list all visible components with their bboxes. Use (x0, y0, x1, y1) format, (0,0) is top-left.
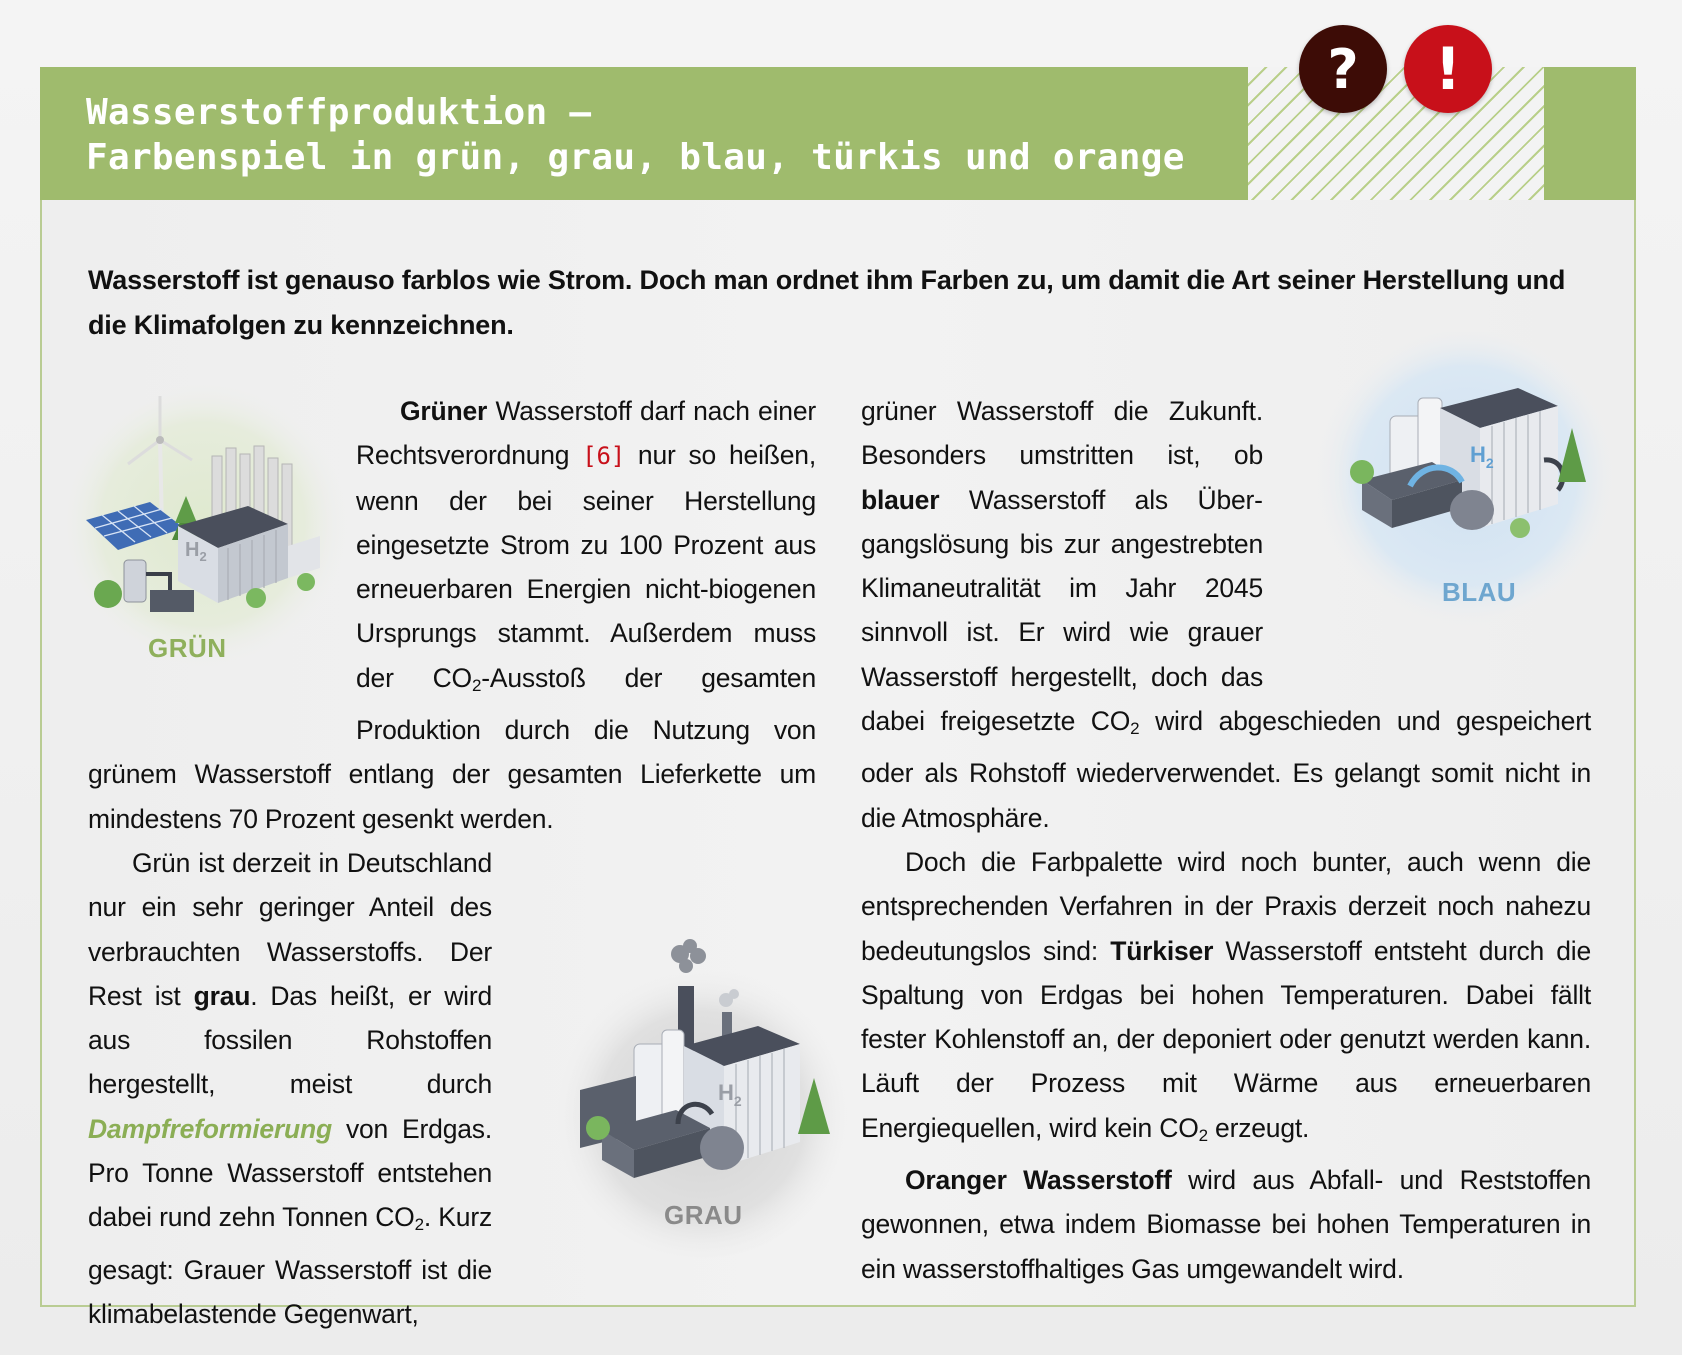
paragraph-turquoise: Doch die Farbpalette wird noch bunter, auch wenn die entsprechenden Verfahren in der Praxis derzeit noch nahezu bedeutungslos sind: Türkiser Wasserstoff entsteht durch die Spaltung von Erdgas bei hohen Temperaturen. Dabei fällt fester Kohlenstoff an, der deponiert oder genutzt werden kann. Läuft der Prozess mit Wärme aus erneuerbaren Energiequellen, wird kein $CO_2$ erzeugt. (861, 846, 1592, 1145)
h2-label: H (1470, 442, 1486, 467)
green-illustration-spacer (86, 389, 356, 729)
svg-text:H2: $H_2$ (1470, 442, 1494, 471)
term-dampfreformierung[interactable]: Dampfreformierung (88, 1113, 332, 1144)
title-line-2: Farbenspiel in grün, grau, blau, türkis und orange (86, 137, 1185, 178)
h2-label: H (185, 539, 200, 561)
svg-text:H2: $H_2$ (185, 539, 207, 564)
left-column (88, 389, 816, 1336)
grey-illustration-spacer (516, 929, 816, 1259)
right-column (861, 389, 1591, 1291)
paragraph-orange: Oranger Wasserstoff wird aus Abfall- und Reststoffen gewonnen, etwa indem Biomasse bei hohen Temperaturen in ein wasserstoffhaltiges Gas umgewandelt wird. (861, 1165, 1591, 1284)
term-grau: grau (193, 980, 251, 1011)
term-gruener: Grüner (400, 396, 488, 426)
paragraph-grey: Grün ist derzeit in Deutschland nur ein sehr geringer Anteil des verbrauchten Wasserstoffs. Der Rest ist grau. Das heißt, er wird aus fossilen Rohstoffen hergestellt, meist durch Dampfreformierung von Erdgas. Pro Tonne Wasserstoff entstehen dabei rund zehn Tonnen $CO_2$. Kurz gesagt: Grauer Wasserstoff ist die klimabelastende Gegenwart, (88, 841, 816, 1336)
term-blauer: blauer (861, 484, 940, 515)
svg-text:H2: $H_2$ (718, 1080, 742, 1109)
term-oranger: Oranger Wasserstoff (905, 1165, 1172, 1196)
h2-label: H (718, 1080, 734, 1105)
header-end (1544, 67, 1636, 200)
term-tuerkiser: Türkiser (1110, 935, 1214, 966)
exclamation-icon: ! (1434, 35, 1462, 103)
header-stripes (1248, 67, 1544, 200)
grey-label: GRAU (664, 1200, 743, 1230)
question-icon: ? (1327, 37, 1359, 101)
blue-illustration-spacer (1263, 389, 1591, 655)
paragraph-blue: grüner Wasserstoff die Zukunft. Besonders umstritten ist, ob blauer Wasserstoff als Übergangslösung bis zur angestrebten Klimaneutralität im Jahr 2045 sinnvoll ist. Er wird wie grauer Wasserstoff hergestellt, doch das dabei freigesetzte $CO_2$ wird abgeschieden und gespeichert oder als Rohstoff wiederverwendet. Es gelangt somit nicht in die Atmosphäre. (861, 396, 1591, 833)
help-button[interactable] (1299, 25, 1387, 113)
title-line-1: Wasserstoffproduktion – (86, 92, 592, 133)
green-label: GRÜN (148, 633, 227, 663)
alert-button[interactable] (1404, 25, 1492, 113)
paragraph-green: Grüner Wasserstoff darf nach einer Rechtsverordnung [6] nur so heißen, wenn der bei seiner Herstellung eingesetzte Strom zu 100 Prozent aus erneuerbaren Energien nicht-biogenen Ursprungs stammt. Außerdem muss der $CO_2$-Ausstoß der gesamten Produktion durch die Nutzung von grünem Wasserstoff entlang der gesamten Lieferkette um mindestens 70 Prozent gesenkt werden. (88, 396, 817, 834)
reference-link[interactable]: [6] (582, 442, 625, 471)
page-title (86, 90, 1246, 180)
lead-paragraph: Wasserstoff ist genauso farblos wie Strom. Doch man ordnet ihm Farben zu, um damit die Art seiner Herstellung und die Klimafolgen zu kennzeichnen. (88, 265, 1566, 340)
blue-label: BLAU (1442, 577, 1517, 607)
